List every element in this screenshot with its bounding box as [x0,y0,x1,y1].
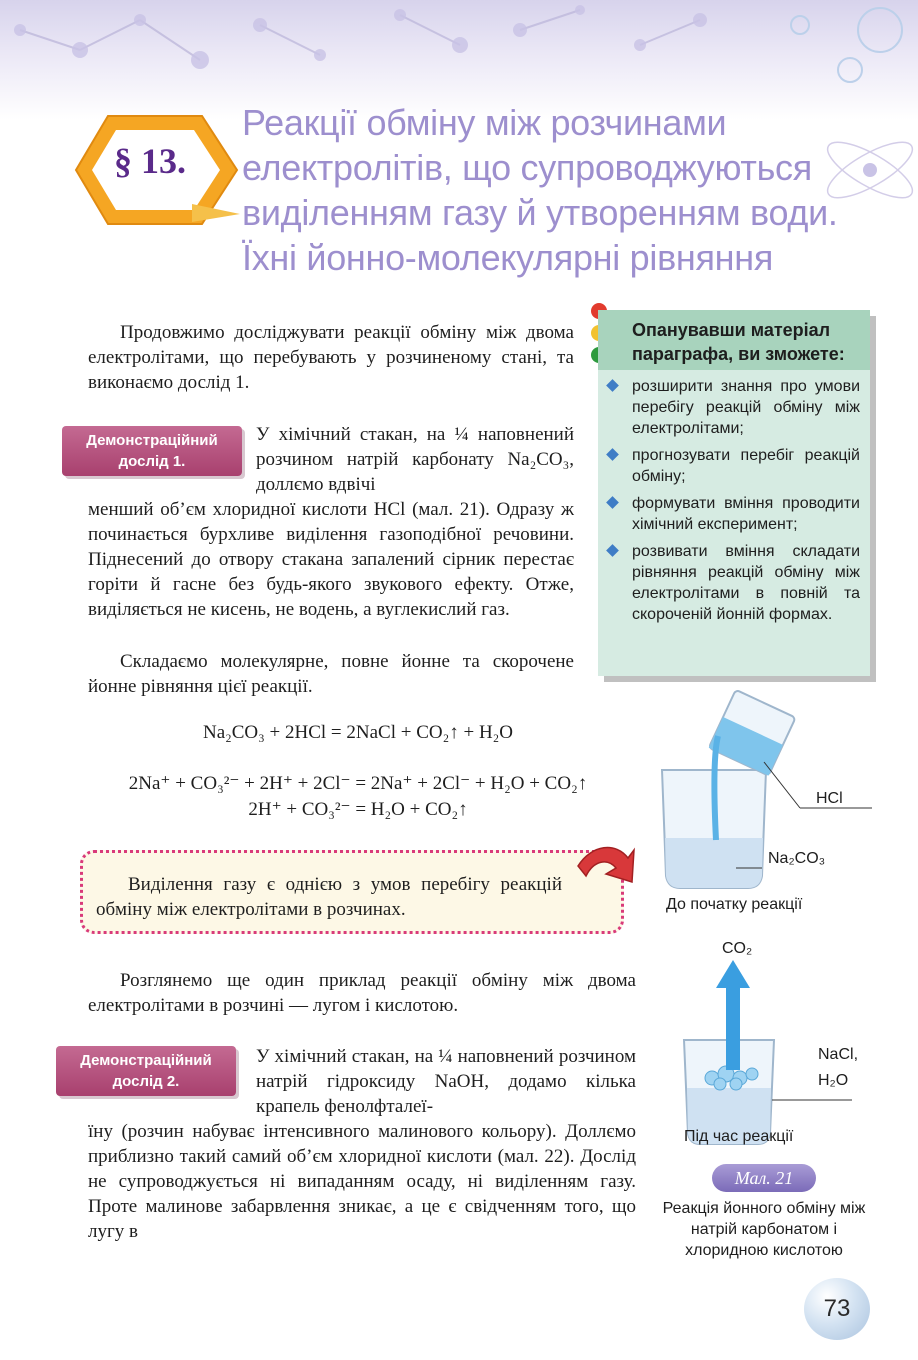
label-na2co3: Na₂CO₃ [768,850,826,867]
learning-goals-box [598,310,870,676]
demo-1-label: Демонстраційний дослід 1. [62,426,242,476]
demo-2-text-top: У хімічний стакан, на ¼ наповнений розчином натрій гідроксиду NaOH, додамо кілька крапель фенолфталеї- [256,1046,636,1117]
diamond-bullet-icon [606,544,619,557]
goal-item: розширити знання про умови перебігу реакцій обміну між електролітами; [608,376,860,439]
label-hcl: HCl [816,790,843,807]
equation-full-ionic: 2Na⁺ + CO₃²⁻ + 2H⁺ + 2Cl⁻ = 2Na⁺ + 2Cl⁻ + H₂O + CO₂↑ [128,773,588,794]
title-line-1: Реакції обміну між розчинами [242,102,727,143]
section-title [242,100,862,280]
title-line-3: виділенням газу й утворенням води. [242,192,838,233]
diamond-bullet-icon [606,448,619,461]
figure-badge: Мал. 21 [712,1164,816,1192]
goal-item: розвивати вміння складати рівняння реакцій обміну між електролітами в повній та скороченій йонній формах. [608,541,860,625]
title-line-4: Їхні йонно-молекулярні рівняння [242,237,774,278]
demo-1-text-after: Складаємо молекулярне, повне йонне та скорочене йонне рівняння цієї реакції. [88,651,574,697]
demo-2-text-body: їну (розчин набуває інтенсивного малинового кольору). Доллємо приблизно такий самий об’єм хлоридної кислоти (мал. 22). Дослід не супроводжується ні випаданням осаду, ні виділенням газу. Проте малинове забарвлення зникає, а це є свідченням того, що лугу в [88,1121,636,1242]
section-2-intro: Розглянемо ще один приклад реакції обміну між двома електролітами в розчині — лугом і кислотою. [88,970,636,1016]
equation-short-ionic: 2H⁺ + CO₃²⁻ = H₂O + CO₂↑ [248,799,468,820]
demo-1-text-top: У хімічний стакан, на ¼ наповнений розчином натрій карбонату Na₂CO₃, доллємо вдвічі [256,424,574,495]
goals-list [608,376,860,631]
label-co2: CO₂ [722,940,753,957]
goals-heading: Опанувавши матеріал параграфа, ви зможете: [598,310,870,370]
title-line-2: електролітів, що супроводжуються [242,147,812,188]
caption-during: Під час реакції [684,1128,794,1145]
label-h2o: H₂O [818,1072,849,1089]
intro-paragraph: Продовжимо досліджувати реакції обміну між двома електролітами, що перебувають у розчиненому стані, та виконаємо дослід 1. [88,322,574,393]
caption-before: До початку реакції [666,896,803,913]
beaker-before-icon [662,690,872,888]
page-number: 73 [804,1278,870,1340]
demo-1-text-body: менший об’єм хлоридної кислоти HCl (мал. 21). Одразу ж починається бурхливе виділення газоподібної речовини. Піднесений до отвору стакана запалений сірник перестає горіти й гасне без будь-якого звукового ефекту. Отже, виділяється не кисень, не водень, а вуглекислий газ. [88,499,574,620]
goal-item: прогнозувати перебіг реакцій обміну; [608,445,860,487]
figure-caption: Реакція йонного обміну між натрій карбонатом і хлоридною кислотою [662,1200,866,1259]
goal-item: формувати вміння проводити хімічний експеримент; [608,493,860,535]
diamond-bullet-icon [606,379,619,392]
red-arrow-icon [572,836,636,906]
equation-molecular: Na₂CO₃ + 2HCl = 2NaCl + CO₂↑ + H₂O [202,722,514,743]
note-text: Виділення газу є однією з умов перебігу реакцій обміну між електролітами в розчинах. [96,874,562,920]
diamond-bullet-icon [606,496,619,509]
paragraph-number: § 13. [114,141,186,181]
label-nacl: NaCl, [818,1046,859,1063]
demo-2-label: Демонстраційний дослід 2. [56,1046,236,1096]
